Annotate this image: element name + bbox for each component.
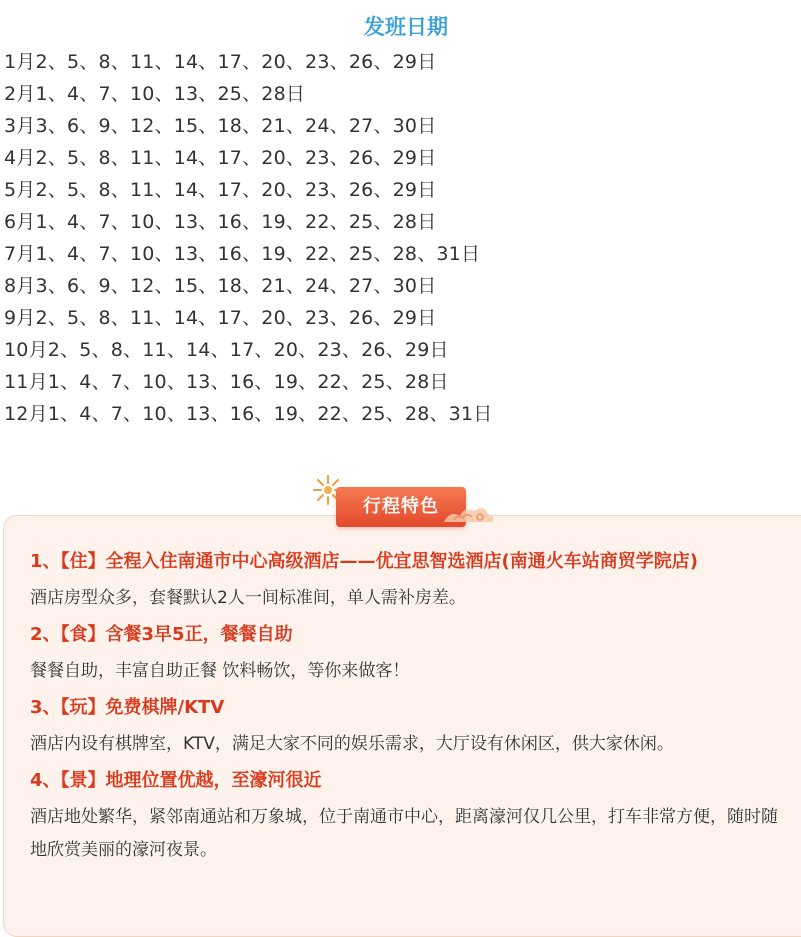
schedule-row: 10月2、5、8、11、14、17、20、23、26、29日 [4,339,449,361]
schedule-row: 1月2、5、8、11、14、17、20、23、26、29日 [4,51,437,73]
feature-description: 餐餐自助，丰富自助正餐 饮料畅饮，等你来做客！ [30,661,410,681]
schedule-row: 3月3、6、9、12、15、18、21、24、27、30日 [4,115,437,137]
schedule-row: 7月1、4、7、10、13、16、19、22、25、28、31日 [4,243,481,265]
schedule-row: 2月1、4、7、10、13、25、28日 [4,83,306,105]
schedule-row: 8月3、6、9、12、15、18、21、24、27、30日 [4,275,437,297]
feature-heading: 4、【景】地理位置优越，至濠河很近 [30,770,322,791]
auspicious-cloud-icon [440,502,496,528]
feature-description: 酒店房型众多，套餐默认2人一间标准间，单人需补房差。 [30,588,466,608]
schedule-title: 发班日期 [364,15,448,39]
schedule-row: 6月1、4、7、10、13、16、19、22、25、28日 [4,211,437,233]
schedule-row: 4月2、5、8、11、14、17、20、23、26、29日 [4,147,437,169]
feature-description: 酒店地处繁华，紧邻南通站和万象城，位于南通市中心，距离濠河仅几公里，打车非常方便，随时随地欣赏美丽的濠河夜景。 [30,807,778,860]
feature-heading: 3、【玩】免费棋牌/KTV [30,697,225,718]
feature-heading: 1、【住】全程入住南通市中心高级酒店——优宜思智选酒店(南通火车站商贸学院店) [30,551,698,572]
schedule-row: 11月1、4、7、10、13、16、19、22、25、28日 [4,371,449,393]
schedule-row: 12月1、4、7、10、13、16、19、22、25、28、31日 [4,403,493,425]
feature-heading: 2、【食】含餐3早5正，餐餐自助 [30,624,293,645]
features-body [30,545,785,870]
schedule-row: 9月2、5、8、11、14、17、20、23、26、29日 [4,307,437,329]
schedule-row: 5月2、5、8、11、14、17、20、23、26、29日 [4,179,437,201]
feature-description: 酒店内设有棋牌室，KTV，满足大家不同的娱乐需求，大厅设有休闲区，供大家休闲。 [30,734,674,754]
features-badge: 行程特色 [336,487,466,527]
schedule-list [4,46,492,430]
